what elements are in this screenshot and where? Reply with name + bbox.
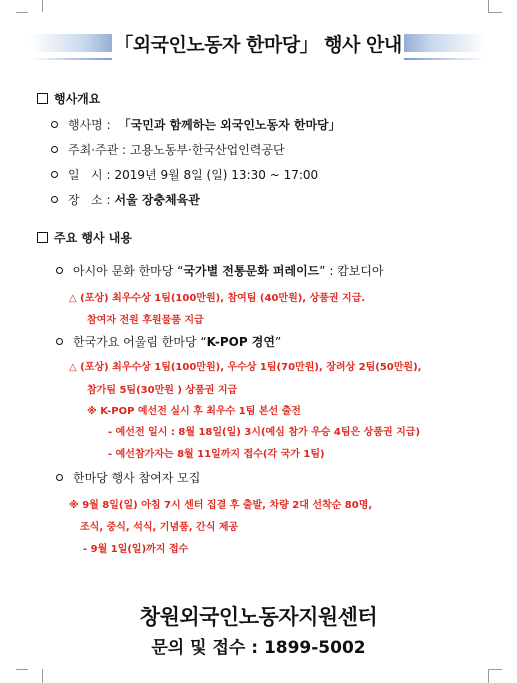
section-main bbox=[37, 229, 132, 246]
crop-mark bbox=[488, 0, 503, 12]
event-text: 아시아 문화 한마당 “ bbox=[73, 264, 184, 278]
item-label: 장 소 : bbox=[68, 193, 111, 207]
recruit-note: - 9월 1일(일)까지 접수 bbox=[83, 544, 189, 555]
crop-mark bbox=[28, 0, 43, 12]
item-value: 2019년 9월 8일 (일) 13:30 ~ 17:00 bbox=[114, 168, 319, 182]
event-text: 한국가요 어울림 한마당 “ bbox=[73, 335, 207, 349]
overview-item bbox=[51, 116, 341, 133]
overview-item bbox=[51, 191, 200, 208]
recruit-note: 조식, 중식, 석식, 기념품, 간식 제공 bbox=[80, 522, 239, 533]
event-text: 한마당 행사 참여자 모집 bbox=[73, 471, 201, 485]
kpop-note: 참가팀 5팀(30만원 ) 상품권 지급 bbox=[87, 385, 238, 396]
item-label: 주최·주관 : bbox=[68, 143, 127, 157]
asia-note: 참여자 전원 후원물품 지급 bbox=[87, 315, 204, 326]
page-title: 「외국인노동자 한마당」 행사 안내 bbox=[114, 33, 402, 56]
crop-mark bbox=[16, 12, 28, 13]
crop-mark bbox=[28, 669, 43, 683]
event-emph: 국가별 전통문화 퍼레이드 bbox=[183, 264, 320, 278]
kpop-note: - 예선참가자는 8월 11일까지 접수(각 국가 1팀) bbox=[108, 449, 325, 460]
kpop-note: ※ K-POP 예선전 실시 후 최우수 1팀 본선 출전 bbox=[87, 406, 301, 417]
kpop-note: - 예선전 일시 : 8월 18일(일) 3시(예심 참가 우승 4팀은 상품권 지급) bbox=[108, 427, 421, 438]
contact-info: 문의 및 접수 : 1899-5002 bbox=[151, 638, 366, 658]
item-value: 고용노동부·한국산업인력공단 bbox=[130, 143, 285, 157]
organization-name: 창원외국인노동자지원센터 bbox=[139, 605, 378, 629]
overview-item bbox=[51, 141, 285, 158]
event-asia bbox=[56, 262, 384, 279]
asia-note: △ (포상) 최우수상 1팀(100만원), 참여팀 (40만원), 상품권 지급. bbox=[69, 293, 366, 304]
event-emph: K-POP 경연 bbox=[206, 335, 275, 349]
section-heading: 주요 행사 내용 bbox=[54, 231, 132, 245]
event-tail: ” bbox=[274, 334, 282, 349]
recruit-note: ※ 9월 8일(일) 아침 7시 센터 집결 후 출발, 차량 2대 선착순 80명, bbox=[69, 500, 373, 511]
kpop-note: △ (포상) 최우수상 1팀(100만원), 우수상 1팀(70만원), 장려상 2팀(50만원), bbox=[69, 362, 422, 373]
circle-bullet-icon bbox=[56, 474, 63, 481]
item-value: 「국민과 함께하는 외국인노동자 한마당」 bbox=[118, 118, 341, 132]
circle-bullet-icon bbox=[51, 146, 58, 153]
crop-mark bbox=[16, 669, 28, 670]
item-label: 일 시 : bbox=[68, 168, 111, 182]
section-heading: 행사개요 bbox=[54, 92, 101, 106]
item-value: 서울 장충체육관 bbox=[114, 193, 200, 207]
item-label: 행사명 : bbox=[68, 118, 111, 132]
event-recruit bbox=[56, 469, 200, 486]
title-box bbox=[112, 26, 404, 60]
circle-bullet-icon bbox=[56, 267, 63, 274]
event-tail: ” : 캄보디아 bbox=[319, 264, 384, 278]
crop-mark bbox=[488, 12, 502, 13]
circle-bullet-icon bbox=[51, 171, 58, 178]
crop-mark bbox=[488, 669, 503, 683]
checkbox-square-icon bbox=[37, 232, 48, 243]
section-overview bbox=[37, 90, 100, 107]
circle-bullet-icon bbox=[51, 196, 58, 203]
crop-mark bbox=[488, 669, 502, 670]
circle-bullet-icon bbox=[51, 121, 58, 128]
event-kpop bbox=[56, 333, 281, 350]
overview-item bbox=[51, 166, 318, 183]
checkbox-square-icon bbox=[37, 93, 48, 104]
circle-bullet-icon bbox=[56, 338, 63, 345]
